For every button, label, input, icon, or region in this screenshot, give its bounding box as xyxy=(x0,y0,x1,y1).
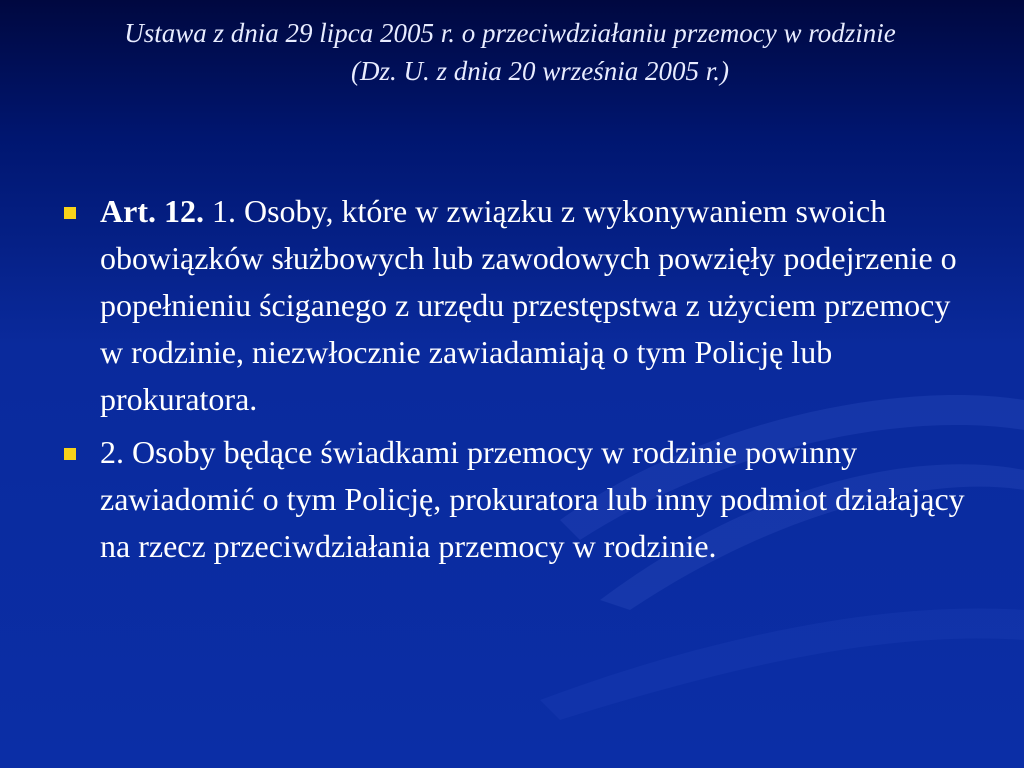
article-label: Art. 12. xyxy=(100,193,204,229)
bullet-item-art-12-1 xyxy=(62,188,972,423)
slide-header xyxy=(0,14,1024,90)
header-source-line: (Dz. U. z dnia 20 września 2005 r.) xyxy=(350,56,730,86)
bullet-text: 2. Osoby będące świadkami przemocy w rodzinie powinny zawiadomić o tym Policję, prokuratora lub inny podmiot działający na rzecz przeciwdziałania przemocy w rodzinie. xyxy=(100,434,965,564)
bullet-square-icon xyxy=(64,207,76,219)
bullet-square-icon xyxy=(64,448,76,460)
bullet-item-art-12-2 xyxy=(62,429,972,570)
bullet-list xyxy=(62,188,972,576)
header-title-line: Ustawa z dnia 29 lipca 2005 r. o przeciwdziałaniu przemocy w rodzinie xyxy=(124,18,896,48)
bullet-text: 1. Osoby, które w związku z wykonywaniem swoich obowiązków służbowych lub zawodowych powzięły podejrzenie o popełnieniu ściganego z urzędu przestępstwa z użyciem przemocy w rodzinie, niezwłocznie zawiadamiają o tym Policję lub prokuratora. xyxy=(100,193,957,417)
